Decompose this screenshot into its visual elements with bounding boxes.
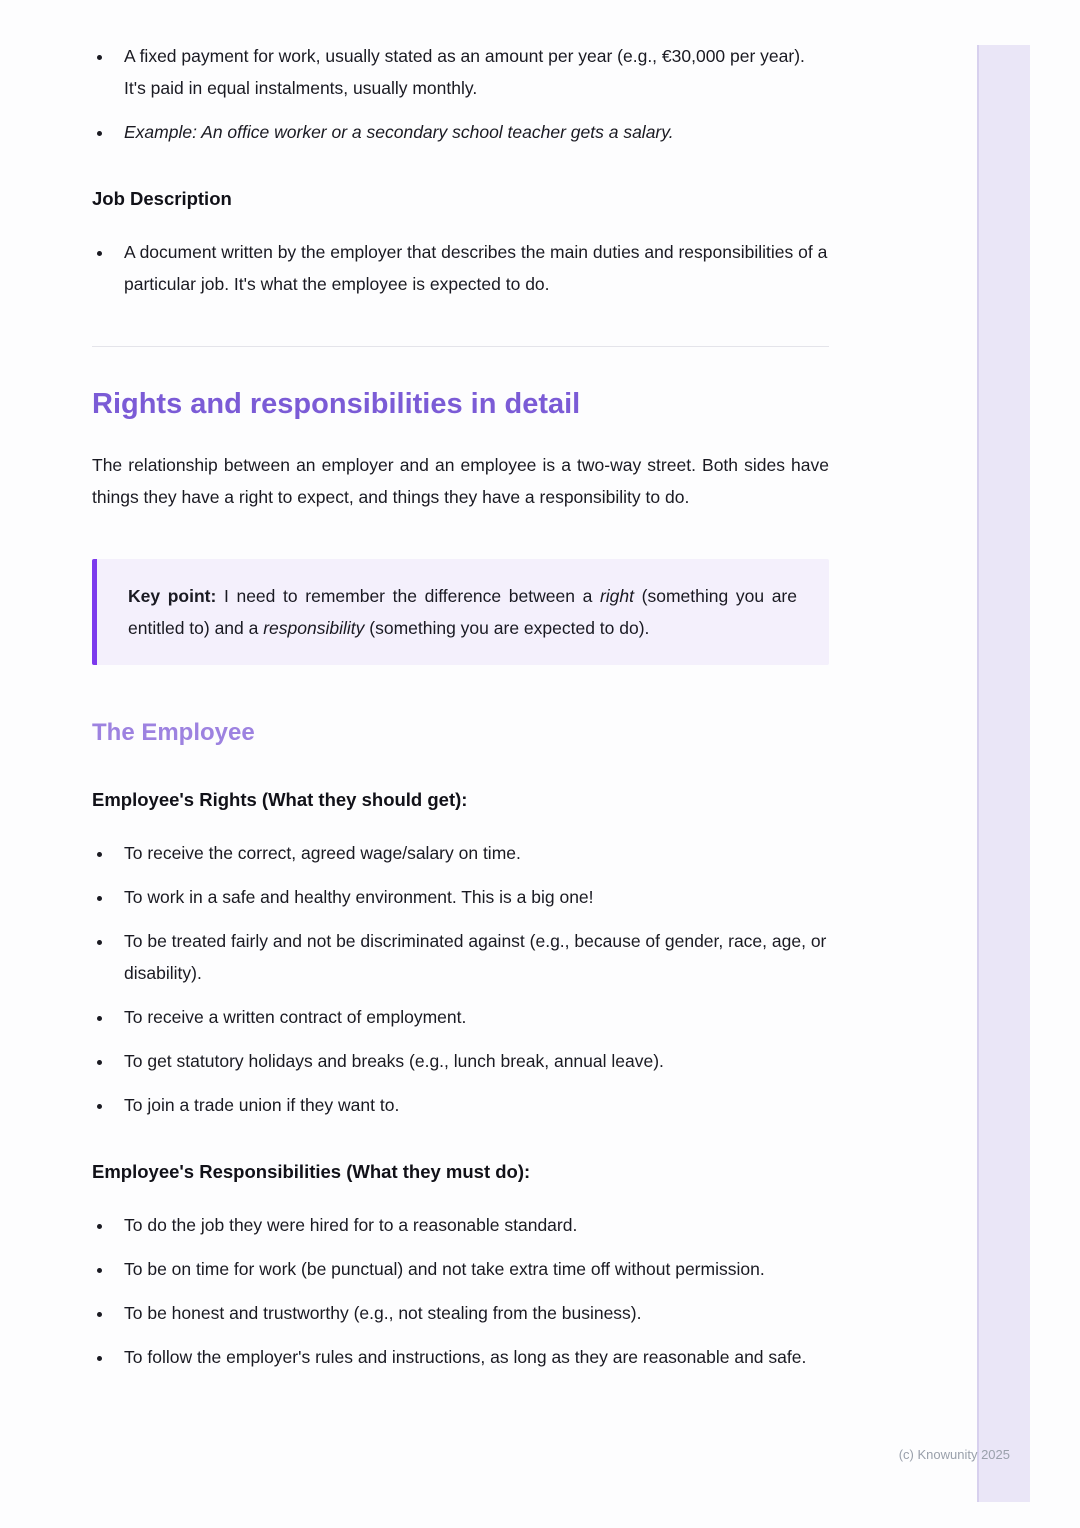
key-point-italic-right: right <box>599 586 634 606</box>
right-item-text: To receive the correct, agreed wage/salary on time. <box>124 843 521 863</box>
responsibility-item-text: To be on time for work (be punctual) and not take extra time off without permission. <box>124 1259 765 1279</box>
key-point-italic-responsibility: responsibility <box>263 618 365 638</box>
key-point-label: Key point: <box>128 586 217 606</box>
list-item <box>114 925 829 989</box>
employee-responsibilities-heading: Employee's Responsibilities (What they must do): <box>92 1161 531 1182</box>
job-description-heading: Job Description <box>92 188 232 209</box>
list-item <box>114 1209 829 1241</box>
job-description-bullet-list <box>92 236 829 300</box>
list-item <box>114 1089 829 1121</box>
right-item-text: To join a trade union if they want to. <box>124 1095 400 1115</box>
list-item <box>114 1297 829 1329</box>
responsibility-item-text: To follow the employer's rules and instructions, as long as they are reasonable and safe. <box>124 1347 807 1367</box>
document-content <box>92 40 829 1373</box>
responsibility-item-text: To do the job they were hired for to a reasonable standard. <box>124 1215 578 1235</box>
employee-rights-list <box>92 837 829 1121</box>
salary-example-text: Example: An office worker or a secondary school teacher gets a salary. <box>124 122 674 142</box>
right-item-text: To work in a safe and healthy environment. This is a big one! <box>124 887 594 907</box>
employee-rights-heading: Employee's Rights (What they should get): <box>92 789 468 810</box>
copyright-watermark: (c) Knowunity 2025 <box>898 1447 1010 1462</box>
key-point-part2: (something you are entitled to) and a <box>128 586 797 638</box>
salary-bullet-list <box>92 40 829 148</box>
intro-paragraph: The relationship between an employer and an employee is a two-way street. Both sides have things they have a right to expect, and things they have a responsibility to do. <box>92 455 829 507</box>
employee-section-heading: The Employee <box>92 719 255 746</box>
job-description-text: A document written by the employer that describes the main duties and responsibilities of a particular job. It's what the employee is expected to do. <box>124 242 828 294</box>
salary-definition-text: A fixed payment for work, usually stated as an amount per year (e.g., €30,000 per year). It's paid in equal instalments, usually monthly. <box>124 46 805 98</box>
page-side-strip <box>977 45 1030 1502</box>
list-item <box>114 1045 829 1077</box>
key-point-part1: I need to remember the difference between a <box>216 586 600 606</box>
right-item-text: To be treated fairly and not be discriminated against (e.g., because of gender, race, age, or disability). <box>124 931 827 983</box>
responsibility-item-text: To be honest and trustworthy (e.g., not stealing from the business). <box>124 1303 642 1323</box>
key-point-text <box>128 580 797 644</box>
list-item <box>114 40 829 104</box>
list-item <box>114 881 829 913</box>
list-item <box>114 1341 829 1373</box>
right-item-text: To get statutory holidays and breaks (e.g., lunch break, annual leave). <box>124 1051 664 1071</box>
employee-responsibilities-list <box>92 1209 829 1373</box>
section-divider <box>92 346 829 347</box>
right-item-text: To receive a written contract of employment. <box>124 1007 467 1027</box>
list-item <box>114 116 829 148</box>
list-item <box>114 1253 829 1285</box>
key-point-callout <box>92 559 829 665</box>
key-point-part3: (something you are expected to do). <box>364 618 650 638</box>
list-item <box>114 1001 829 1033</box>
section-title: Rights and responsibilities in detail <box>92 388 581 420</box>
list-item <box>114 837 829 869</box>
list-item <box>114 236 829 300</box>
